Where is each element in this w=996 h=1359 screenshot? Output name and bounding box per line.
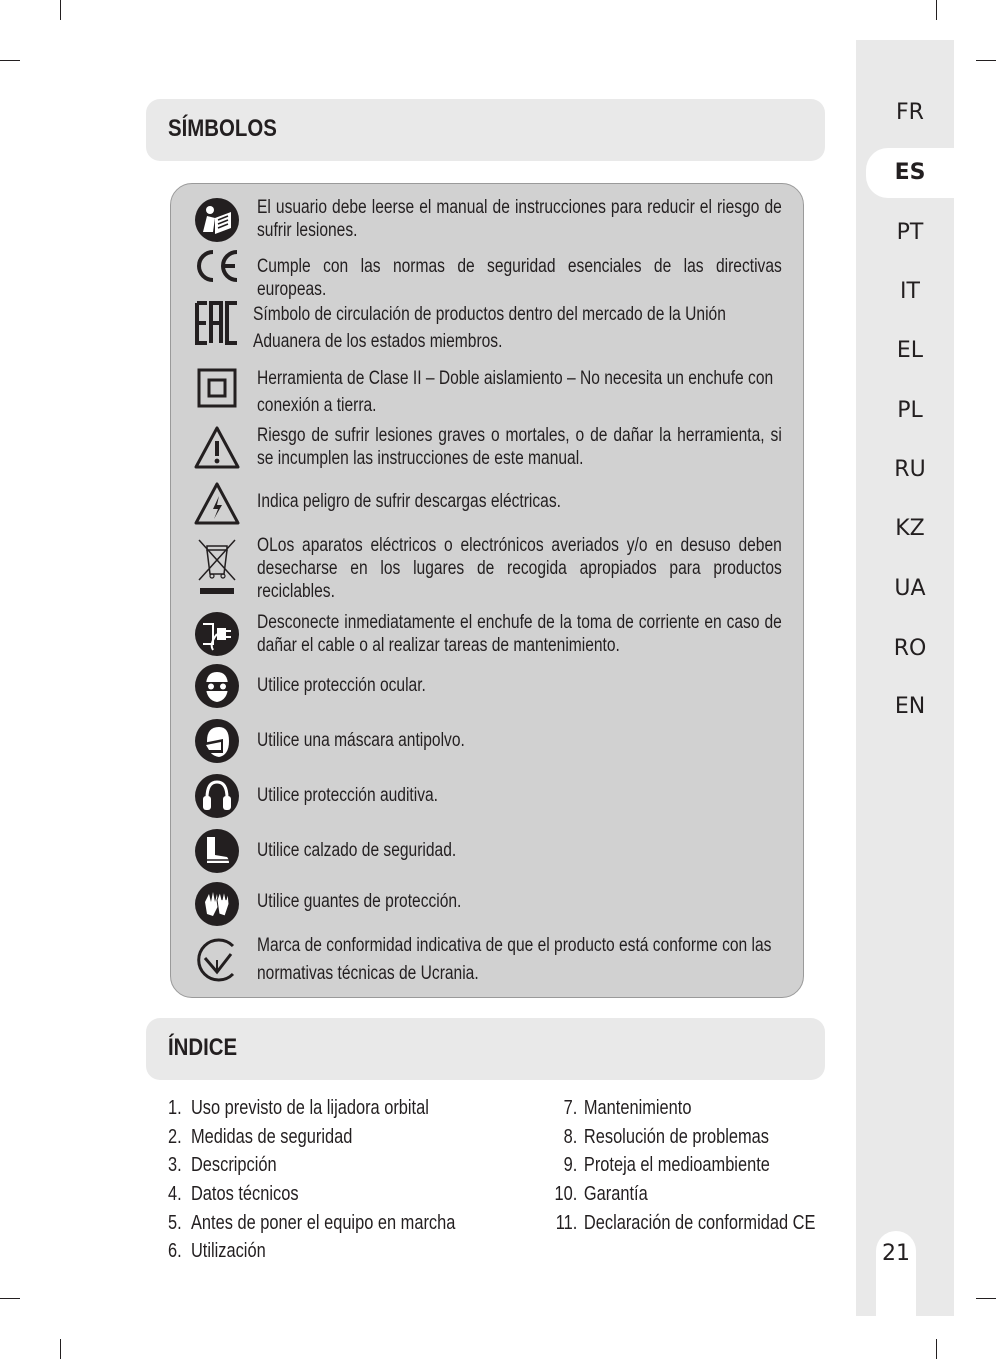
index-label: Antes de poner el equipo en marcha [190,1212,456,1234]
symbol-text: Utilice guantes de protección. [257,891,462,912]
index-item[interactable] [168,1183,299,1206]
symbol-text: Cumple con las normas de seguridad esenciales de las directivas europeas. [257,256,782,300]
index-label: Datos técnicos [190,1183,299,1205]
crop-mark [60,0,61,20]
symbol-text: Herramienta de Clase II – Doble aislamiento – No necesita un enchufe con conexión a tierra. [257,368,774,416]
dust-mask-icon [193,717,241,765]
crop-mark [0,60,20,61]
lang-tab-el[interactable]: EL [896,338,924,363]
index-number: 6. [168,1240,182,1262]
index-item[interactable] [168,1097,429,1120]
symbols-panel [170,183,804,998]
index-title: ÍNDICE [168,1034,238,1061]
read-manual-icon [193,196,241,244]
lang-tab-fr[interactable]: FR [896,100,924,125]
symbol-text: Utilice una máscara antipolvo. [257,730,465,751]
crop-mark [976,1298,996,1299]
index-number: 11. [555,1212,578,1234]
eye-protection-icon [193,662,241,710]
safety-boots-icon [193,827,241,875]
index-item[interactable] [547,1154,770,1177]
index-label: Proteja el medioambiente [583,1154,770,1176]
symbol-text: Utilice protección ocular. [257,675,426,696]
index-label: Utilización [190,1240,266,1262]
warning-triangle-icon [193,424,241,472]
index-label: Medidas de seguridad [190,1126,353,1148]
crop-mark [976,60,996,61]
symbol-text: Utilice calzado de seguridad. [257,840,457,861]
index-number: 5. [168,1212,182,1234]
index-label: Declaración de conformidad CE [583,1212,816,1234]
index-number: 10. [554,1183,578,1205]
symbol-text: OLos aparatos eléctricos o electrónicos averiados y/o en desuso deben desecharse en los lugares de recogida apropiados para productos reciclables. [257,535,782,602]
lang-tab-ro[interactable]: RO [893,636,927,661]
lang-tab-ru[interactable]: RU [894,457,926,482]
lang-tab-en[interactable]: EN [894,694,926,719]
lang-tab-it[interactable]: IT [900,279,920,304]
lang-tab-ua[interactable]: UA [894,576,926,601]
symbol-text: Utilice protección auditiva. [257,785,438,806]
weee-bin-icon [193,534,241,598]
lang-tab-es[interactable]: ES [866,148,954,198]
crop-mark [60,1339,61,1359]
index-label: Uso previsto de la lijadora orbital [190,1097,429,1119]
electric-hazard-icon [193,480,241,528]
lang-tab-pt[interactable]: PT [896,220,924,245]
crop-mark [0,1298,20,1299]
index-number: 2. [168,1126,182,1148]
index-number: 4. [168,1183,182,1205]
symbols-title: SÍMBOLOS [168,115,277,142]
index-header [146,1018,825,1080]
symbols-header [146,99,825,161]
index-label: Garantía [583,1183,648,1205]
index-number: 1. [168,1097,182,1119]
index-label: Descripción [190,1154,277,1176]
index-label: Mantenimiento [583,1097,692,1119]
symbol-text: Símbolo de circulación de productos dentro del mercado de la Unión Aduanera de los estados miembros. [253,304,726,352]
ukraine-conformity-icon [193,936,241,984]
eac-mark-icon [193,299,241,347]
index-number: 9. [563,1154,578,1176]
ce-mark-icon [193,243,241,291]
lang-tab-pl[interactable]: PL [897,398,923,423]
symbol-text: Riesgo de sufrir lesiones graves o mortales, o de dañar la herramienta, si se incumplen las instrucciones de este manual. [257,425,782,469]
index-number: 8. [563,1126,578,1148]
symbol-text: Desconecte inmediatamente el enchufe de la toma de corriente en caso de dañar el cable o al realizar tareas de mantenimiento. [257,612,782,656]
gloves-icon [193,880,241,928]
symbol-text: Indica peligro de sufrir descargas eléctricas. [257,491,561,512]
index-item[interactable] [547,1097,691,1120]
symbol-text: El usuario debe leerse el manual de instrucciones para reducir el riesgo de sufrir lesiones. [257,197,782,241]
index-label: Resolución de problemas [583,1126,769,1148]
index-item[interactable] [168,1240,266,1263]
page-number: 21 [876,1231,916,1316]
lang-tab-kz[interactable]: KZ [895,516,925,541]
index-item[interactable] [168,1126,352,1149]
crop-mark [936,1339,937,1359]
ear-protection-icon [193,772,241,820]
index-item[interactable] [168,1154,277,1177]
index-number: 7. [563,1097,578,1119]
index-item[interactable] [547,1212,815,1235]
crop-mark [936,0,937,20]
unplug-icon [193,610,241,658]
index-item[interactable] [547,1126,769,1149]
index-item[interactable] [547,1183,648,1206]
symbol-text: Marca de conformidad indicativa de que el producto está conforme con las normativas técnicas de Ucrania. [257,935,772,984]
index-item[interactable] [168,1212,455,1235]
class-ii-icon [193,364,241,412]
index-number: 3. [168,1154,182,1176]
